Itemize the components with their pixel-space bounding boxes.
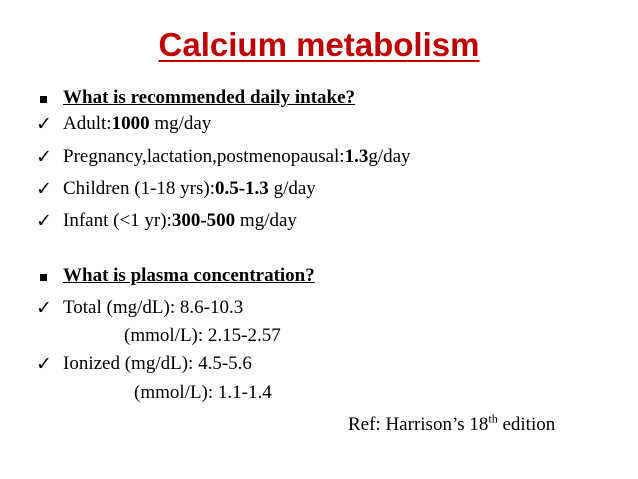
intake-unit: mg/day bbox=[149, 113, 212, 134]
checkmark-icon: ✓ bbox=[36, 210, 52, 232]
intake-label: Pregnancy,lactation,postmenopausal: bbox=[63, 146, 345, 167]
square-bullet-icon bbox=[40, 96, 47, 103]
checkmark-icon: ✓ bbox=[36, 178, 52, 200]
reference-prefix: Ref: Harrison’s 18 bbox=[348, 414, 489, 435]
intake-label: Children (1-18 yrs): bbox=[63, 178, 215, 199]
ionized-mgdl: Ionized (mg/dL): 4.5-5.6 bbox=[63, 353, 252, 374]
intake-value: 300-500 bbox=[171, 210, 236, 231]
total-mmol: (mmol/L): 2.15-2.57 bbox=[124, 325, 281, 346]
reference-suffix: edition bbox=[497, 414, 556, 435]
total-mgdl: Total (mg/dL): 8.6-10.3 bbox=[63, 297, 244, 318]
checkmark-icon: ✓ bbox=[36, 146, 52, 168]
intake-label: Adult: bbox=[63, 113, 112, 134]
intake-unit: g/day bbox=[268, 178, 316, 199]
question-daily-intake bbox=[63, 86, 355, 110]
question-text: What is recommended daily intake? bbox=[63, 87, 356, 108]
reference-sup: th bbox=[488, 411, 498, 426]
question-plasma-concentration bbox=[63, 264, 315, 288]
intake-pregnancy bbox=[63, 145, 411, 169]
ionized-mmol: (mmol/L): 1.1-1.4 bbox=[134, 382, 272, 403]
checkmark-icon: ✓ bbox=[36, 297, 52, 319]
intake-value: 1.3 bbox=[344, 146, 369, 167]
intake-value: 1000 bbox=[111, 113, 150, 134]
slide-title: Calcium metabolism bbox=[158, 26, 480, 63]
intake-unit: mg/day bbox=[235, 210, 297, 231]
intake-unit: g/day bbox=[368, 146, 411, 167]
reference bbox=[348, 413, 555, 437]
intake-value: 0.5-1.3 bbox=[214, 178, 269, 199]
intake-infant bbox=[63, 209, 297, 233]
checkmark-icon: ✓ bbox=[36, 113, 52, 135]
checkmark-icon: ✓ bbox=[36, 353, 52, 375]
intake-adult bbox=[63, 112, 211, 136]
intake-children bbox=[63, 177, 316, 201]
square-bullet-icon bbox=[40, 274, 47, 281]
intake-label: Infant (<1 yr): bbox=[63, 210, 172, 231]
question-text: What is plasma concentration? bbox=[63, 265, 315, 286]
